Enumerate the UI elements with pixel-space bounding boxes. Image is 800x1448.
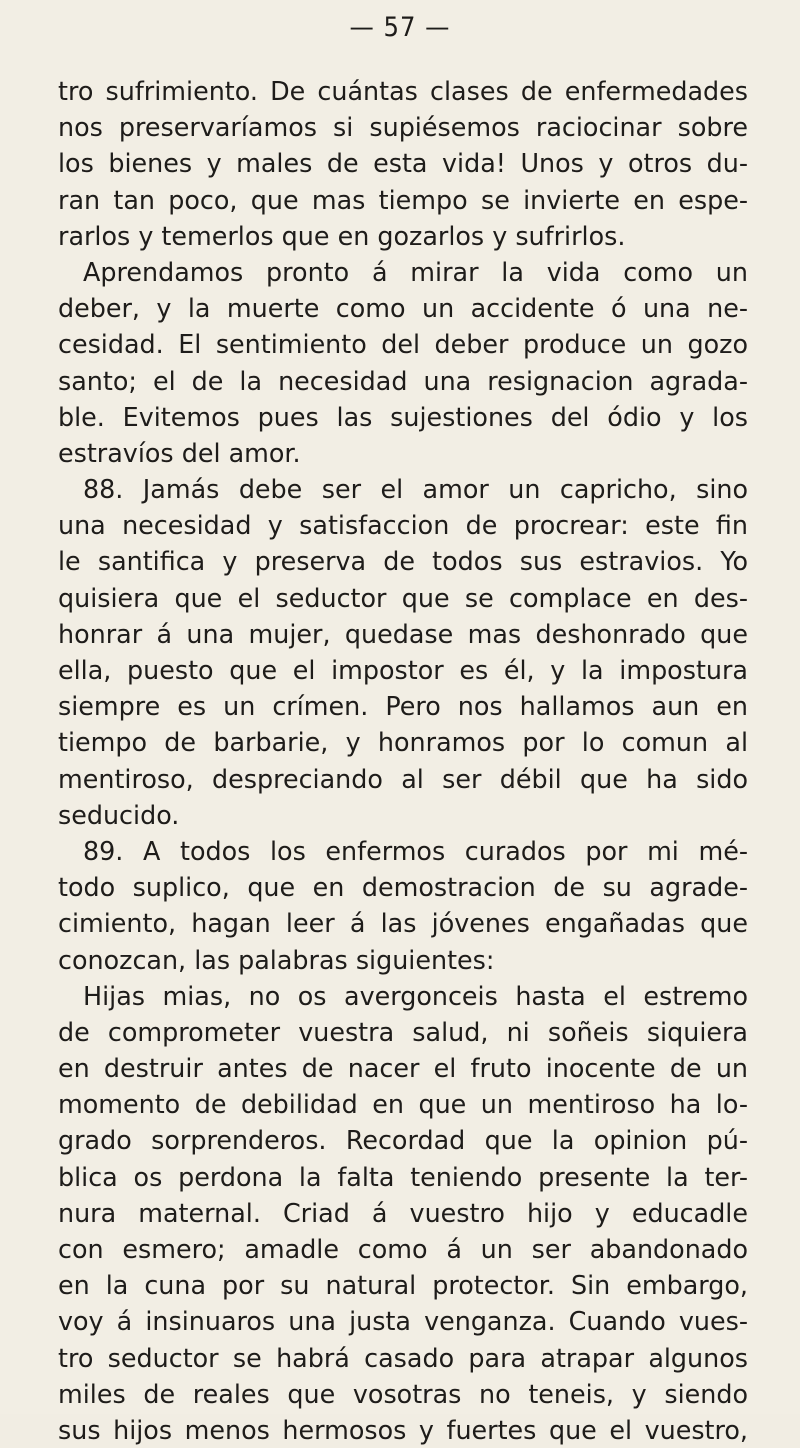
- text-line: de comprometer vuestra salud, ni soñeis siquiera: [58, 1016, 748, 1047]
- text-line: todo suplico, que en demostracion de su agrade-: [58, 872, 748, 903]
- text-line: con esmero; amadle como á un ser abandonado: [58, 1234, 748, 1264]
- text-line: blica os perdona la falta teniendo presente la ter-: [58, 1161, 748, 1192]
- text-line: en la cuna por su natural protector. Sin embargo,: [58, 1270, 748, 1301]
- text-line: momento de debilidad en que un mentiroso ha lo-: [58, 1089, 748, 1120]
- text-line: nura maternal. Criad á vuestro hijo y educadle: [58, 1197, 748, 1228]
- text-line: le santifica y preserva de todos sus estravios. Yo: [58, 546, 748, 577]
- text-line: deber, y la muerte como un accidente ó una ne-: [58, 293, 748, 324]
- text-line: miles de reales que vosotras no teneis, y siendo: [58, 1378, 748, 1409]
- text-line: siempre es un crímen. Pero nos hallamos aun en: [58, 691, 748, 722]
- text-line: santo; el de la necesidad una resignacion agrada-: [58, 365, 748, 396]
- text-line: 89. A todos los enfermos curados por mi mé-: [83, 835, 748, 866]
- text-line: sus hijos menos hermosos y fuertes que el vuestro,: [58, 1414, 748, 1445]
- text-line: mentiroso, despreciando al ser débil que ha sido: [58, 763, 748, 794]
- text-line: ble. Evitemos pues las sujestiones del ódio y los: [58, 401, 748, 432]
- text-line: cimiento, hagan leer á las jóvenes engañadas que: [58, 908, 748, 939]
- text-line: ran tan poco, que mas tiempo se invierte en espe-: [58, 184, 748, 215]
- text-line: nos preservaríamos si supiésemos raciocinar sobre: [58, 112, 748, 143]
- text-line: voy á insinuaros una justa venganza. Cuando vues-: [58, 1306, 748, 1337]
- page-number: — 57 —: [349, 12, 451, 43]
- text-line: rarlos y temerlos que en gozarlos y sufrirlos.: [58, 220, 626, 251]
- text-line: grado sorprenderos. Recordad que la opinion pú-: [58, 1125, 748, 1156]
- text-line: estravíos del amor.: [58, 437, 301, 468]
- text-line: cesidad. El sentimiento del deber produce un gozo: [58, 329, 748, 360]
- text-line: tiempo de barbarie, y honramos por lo comun al: [58, 727, 748, 758]
- text-line: Aprendamos pronto á mirar la vida como un: [83, 256, 748, 287]
- text-line: en destruir antes de nacer el fruto inocente de un: [58, 1053, 748, 1084]
- text-line: conozcan, las palabras siguientes:: [58, 944, 495, 975]
- text-line: honrar á una mujer, quedase mas deshonrado que: [58, 618, 748, 649]
- text-line: quisiera que el seductor que se complace en des-: [58, 582, 748, 613]
- text-line: 88. Jamás debe ser el amor un capricho, sino: [83, 474, 748, 505]
- text-line: tro sufrimiento. De cuántas clases de enfermedades: [58, 76, 748, 106]
- text-line: los bienes y males de esta vida! Unos y otros du-: [58, 148, 748, 179]
- text-line: tro seductor se habrá casado para atrapar algunos: [58, 1342, 748, 1373]
- body-text: [58, 73, 748, 1448]
- text-line: seducido.: [58, 799, 180, 830]
- text-line: Hijas mias, no os avergonceis hasta el estremo: [83, 980, 748, 1011]
- text-line: una necesidad y satisfaccion de procrear: este fin: [58, 510, 748, 541]
- text-line: ella, puesto que el impostor es él, y la impostura: [58, 655, 748, 685]
